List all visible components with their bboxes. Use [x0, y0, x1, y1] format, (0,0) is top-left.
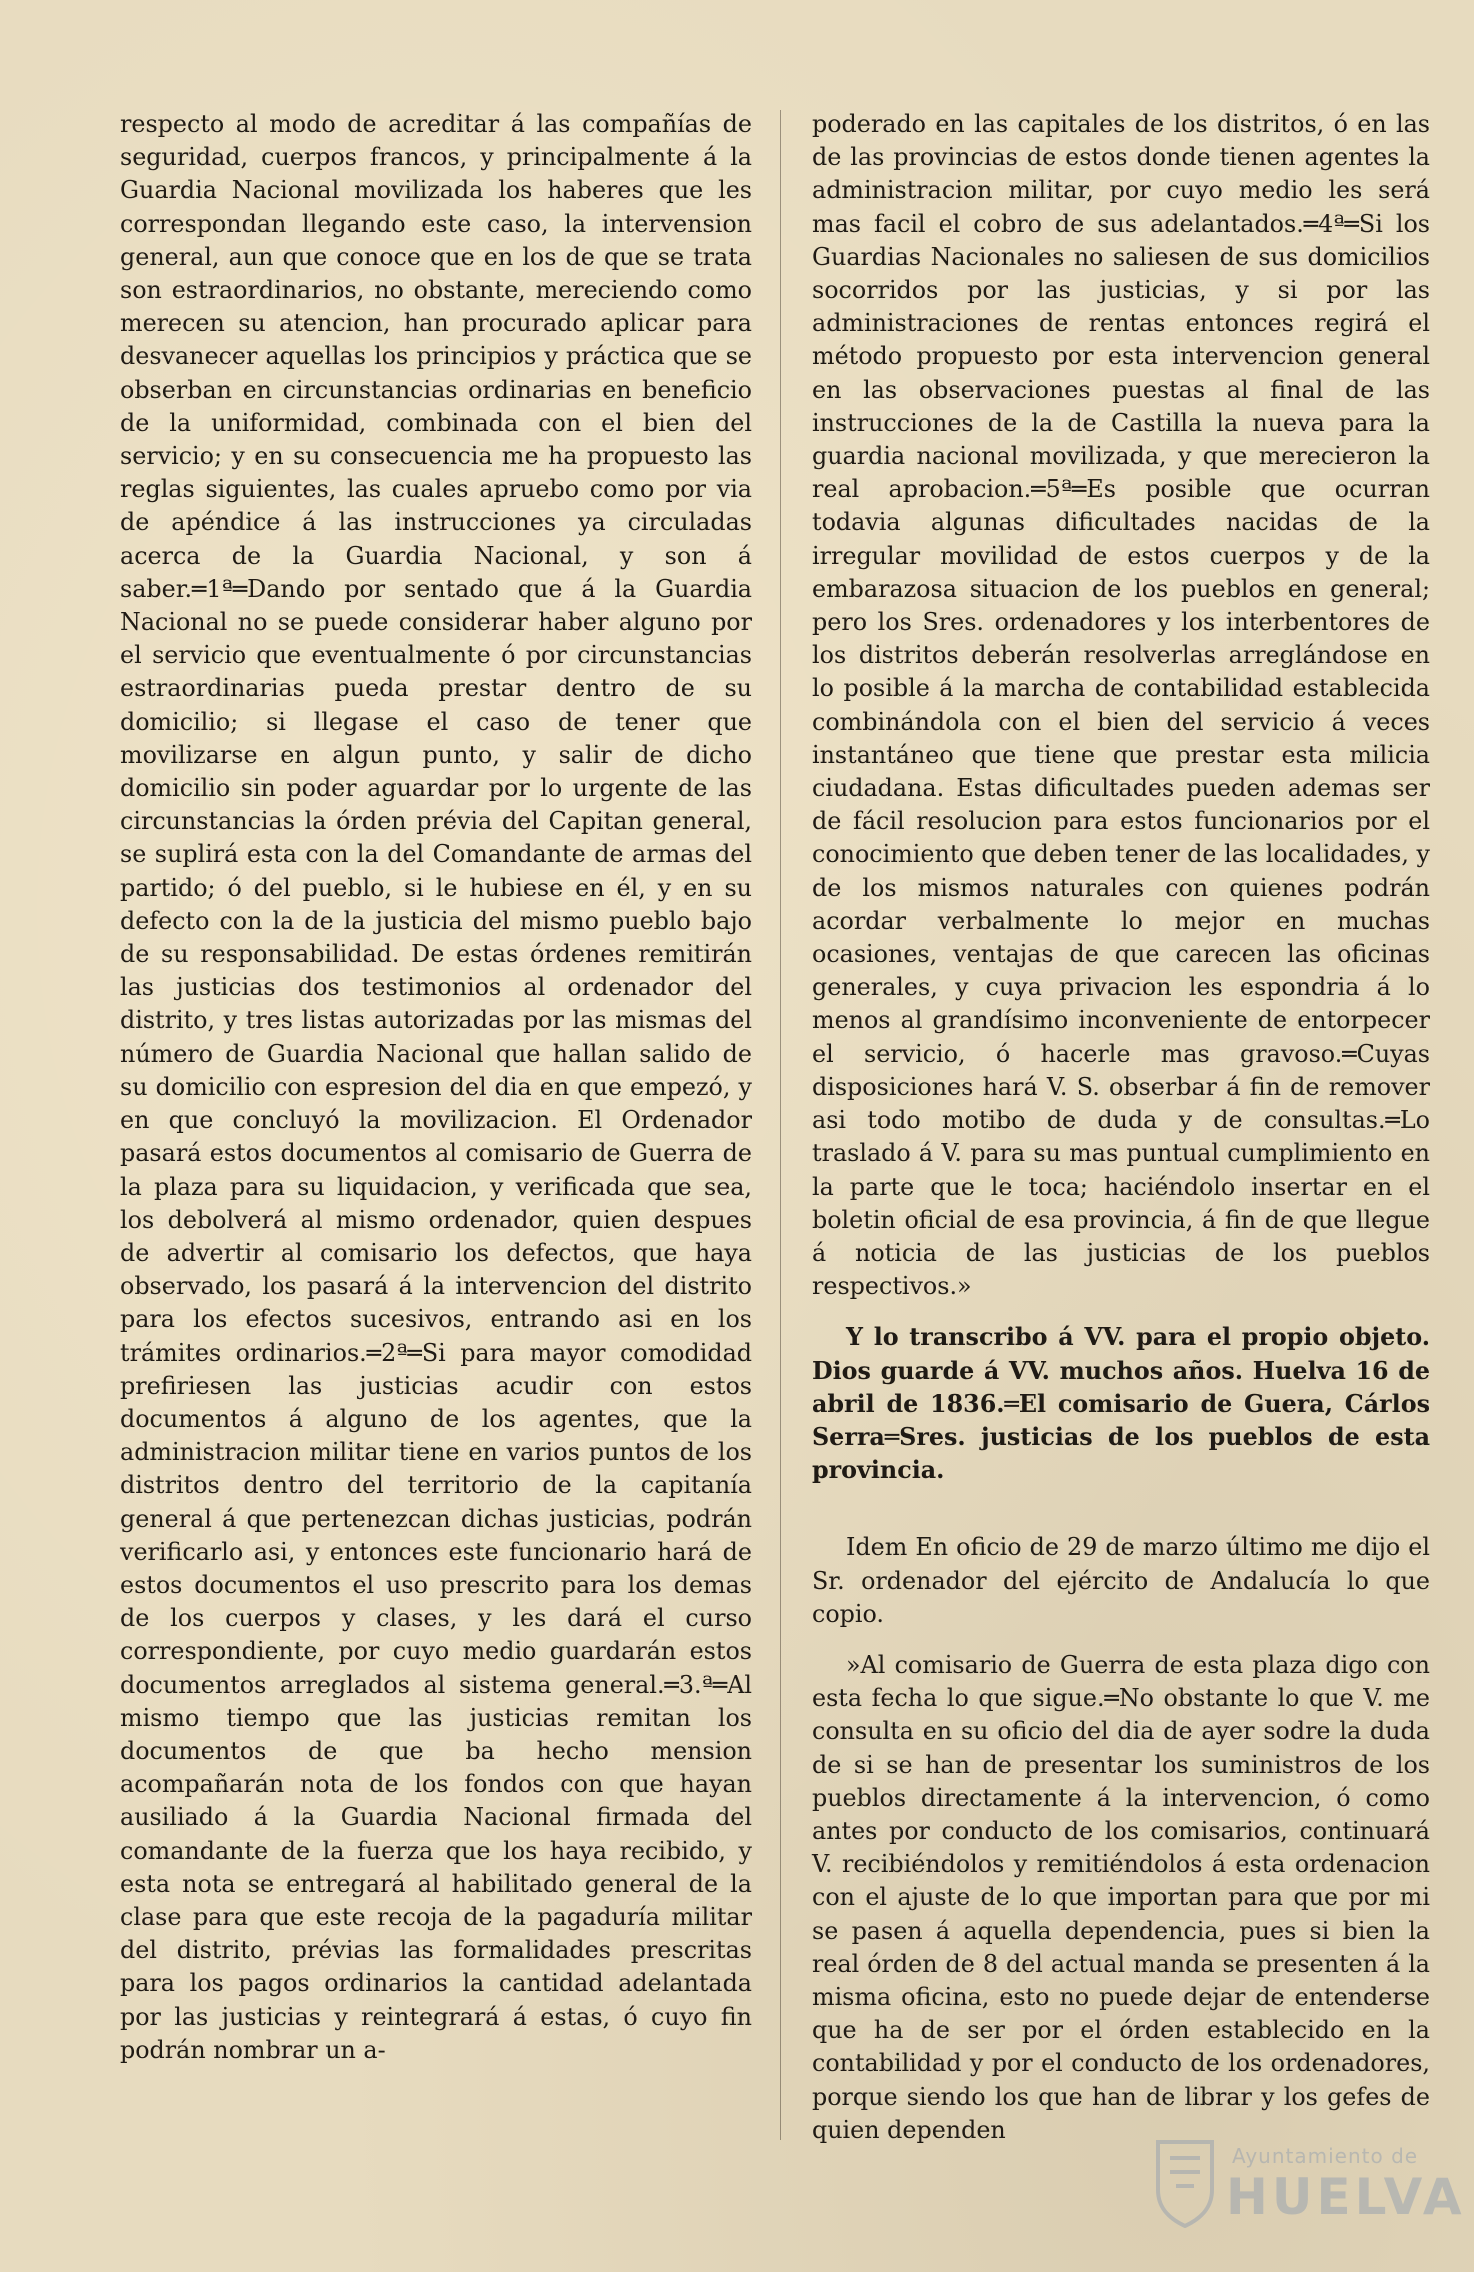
ayuntamiento-watermark: [1154, 2124, 1466, 2244]
column-divider: [780, 110, 781, 2140]
city-shield-icon: [1154, 2138, 1216, 2228]
left-paragraph-continuation: respecto al modo de acreditar á las compañías de seguridad, cuerpos francos, y principalmente á la Guardia Nacional movilizada los haberes que les correspondan llegando este caso, la intervension general, aun que conoce que en los de que se trata son estraordinarios, no obstante, mereciendo como merecen su atencion, han procurado aplicar para desvanecer aquellas los principios y práctica que se obserban en circunstancias ordinarias en beneficio de la uniformidad, combinada con el bien del servicio; y en su consecuencia me ha propuesto las reglas siguientes, las cuales apruebo como por via de apéndice á las instrucciones ya circuladas acerca de la Guardia Nacional, y son á saber.═1ª═Dando por sentado que á la Guardia Nacional no se puede considerar haber alguno por el servicio que eventualmente ó por circunstancias estraordinarias pueda prestar dentro de su domicilio; si llegase el caso de tener que movilizarse en algun punto, y salir de dicho domicilio sin poder aguardar por lo urgente de las circunstancias la órden prévia del Capitan general, se suplirá esta con la del Comandante de armas del partido; ó del pueblo, si le hubiese en él, y en su defecto con la de la justicia del mismo pueblo bajo de su responsabilidad. De estas órdenes remitirán las justicias dos testimonios al ordenador del distrito, y tres listas autorizadas por las mismas del número de Guardia Nacional que hallan salido de su domicilio con espresion del dia en que empezó, y en que concluyó la movilizacion. El Ordenador pasará estos documentos al comisario de Guerra de la plaza para su liquidacion, y verificada que sea, los debolverá al mismo ordenador, quien despues de advertir al comisario los defectos, que haya observado, los pasará á la intervencion del distrito para los efectos sucesivos, entrando asi en los trámites ordinarios.═2ª═Si para mayor comodidad prefiriesen las justicias acudir con estos documentos á alguno de los agentes, que la administracion militar tiene en varios puntos de los distritos dentro del territorio de la capitanía general á que pertenezcan dichas justicias, podrán verificarlo asi, y entonces este funcionario hará de estos documentos el uso prescrito para los demas de los cuerpos y clases, y les dará el curso correspondiente, por cuyo medio guardarán estos documentos arreglados al sistema general.═3.ª═Al mismo tiempo que las justicias remitan los documentos de que ba hecho mension acompañarán nota de los fondos con que hayan ausiliado á la Guardia Nacional firmada del comandante de la fuerza que los haya recibido, y esta nota se entregará al habilitado general de la clase para que este recoja de la pagaduría militar del distrito, prévias las formalidades prescritas para los pagos ordinarios la cantidad adelantada por las justicias y reintegrará á estas, ó cuyo fin podrán nombrar un a-: [120, 110, 752, 2064]
right-column: [812, 108, 1430, 2147]
right-paragraph-continuation: poderado en las capitales de los distritos, ó en las de las provincias de estos donde tienen agentes la administracion militar, por cuyo medio les será mas facil el cobro de sus adelantados.═4ª═Si los Guardias Nacionales no saliesen de sus domicilios socorridos por las justicias, y si por las administraciones de rentas entonces regirá el método propuesto por esta intervencion general en las observaciones puestas al final de las instrucciones de la de Castilla la nueva para la guardia nacional movilizada, y que merecieron la real aprobacion.═5ª═Es posible que ocurran todavia algunas dificultades nacidas de la irregular movilidad de estos cuerpos y de la embarazosa situacion de los pueblos en general; pero los Sres. ordenadores y los interbentores de los distritos deberán resolverlas arreglándose en lo posible á la marcha de contabilidad establecida combinándola con el bien del servicio á veces instantáneo que tiene que prestar esta milicia ciudadana. Estas dificultades pueden ademas ser de fácil resolucion para estos funcionarios por el conocimiento que deben tener de las localidades, y de los mismos naturales con quienes podrán acordar verbalmente lo mejor en muchas ocasiones, ventajas de que carecen las oficinas generales, y cuya privacion les espondria á lo menos al grandísimo inconveniente de entorpecer el servicio, ó hacerle mas gravoso.═Cuyas disposiciones hará V. S. obserbar á fin de remover asi todo motibo de duda y de consultas.═Lo traslado á V. para su mas puntual cumplimiento en la parte que le toca; haciéndolo insertar en el boletin oficial de esa provincia, á fin de que llegue á noticia de las justicias de los pueblos respectivos.»: [812, 110, 1430, 1301]
watermark-line2: HUELVA: [1226, 2168, 1466, 2226]
signature-paragraph: Y lo transcribo á VV. para el propio objeto. Dios guarde á VV. muchos años. Huelva 16 de abril de 1836.═El comisario de Guera, Cárlos Serra═Sres. justicias de los pueblos de esta provincia.: [812, 1323, 1430, 1485]
watermark-line1: Ayuntamiento de: [1232, 2144, 1419, 2168]
quoted-order-paragraph: »Al comisario de Guerra de esta plaza digo con esta fecha lo que sigue.═No obstante lo que V. me consulta en su oficio del dia de ayer sodre la duda de si se han de presentar los suministros de los pueblos directamente á la intervencion, ó como antes por conducto de los comisarios, continuará V. recibiéndolos y remitiéndolos á esta ordenacion con el ajuste de lo que importan para que por mi se pasen á aquella dependencia, pues si bien la real órden de 8 del actual manda se presenten á la misma oficina, esto no puede dejar de entenderse que ha de ser por el órden establecido en la contabilidad y por el conducto de los ordenadores, porque siendo los que han de librar y los gefes de quien dependen: [812, 1650, 1430, 2144]
left-column: [120, 108, 752, 2067]
idem-paragraph: Idem En oficio de 29 de marzo último me dijo el Sr. ordenador del ejército de Andalucía lo que copio.: [812, 1533, 1430, 1628]
